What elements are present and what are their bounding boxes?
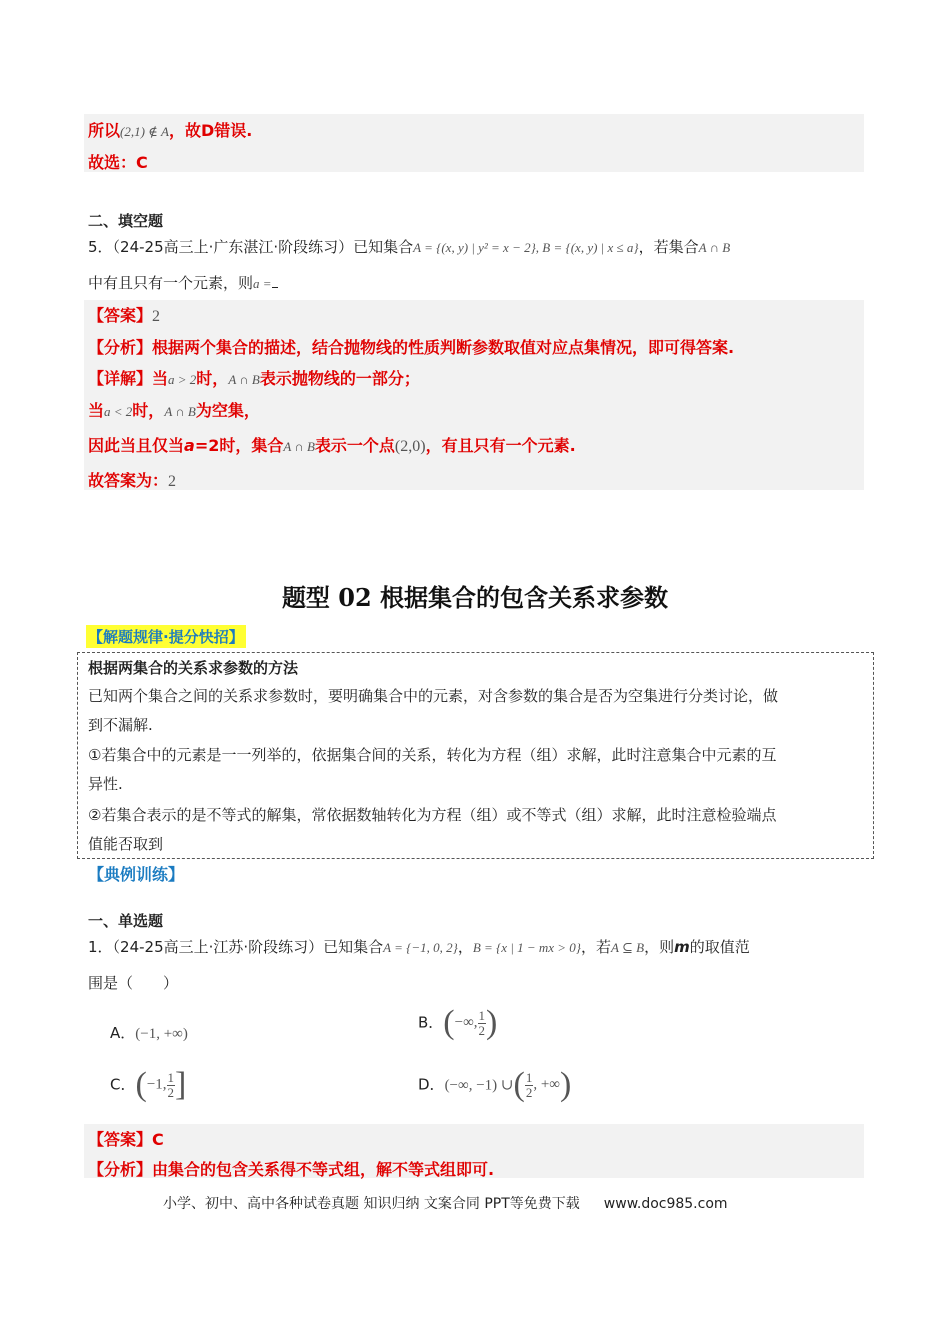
method-box-heading: 根据两集合的关系求参数的方法 [88,659,299,677]
section-heading-fill: 二、填空题 [88,212,164,230]
section-heading-single: 一、单选题 [88,912,164,930]
answer-box-q5 [84,300,864,490]
option-d[interactable]: D．(−∞, −1) ∪( $\frac{1}{2}$ , +∞) [418,1066,572,1103]
math-expr: (2,0) [394,438,426,455]
method-p3b: 值能否取到 [88,835,164,853]
method-p1a: 已知两个集合之间的关系求参数时，要明确集合中的元素，对含参数的集合是否为空集进行分类讨论，做 [88,687,779,705]
question-1-line-2: 围是（ ） [88,974,179,992]
math-expr: A = {−1, 0, 2} [383,940,458,955]
final-answer-line: 故答案为：2 [88,471,177,490]
q1-analysis: 【分析】由集合的包含关系得不等式组，解不等式组即可. [88,1160,495,1179]
option-b[interactable]: B．(−∞, $\frac{1}{2}$ ) [418,1004,498,1041]
math-expr: a > 2 [168,372,197,387]
method-p2b: 异性. [88,775,123,793]
analysis-line: 【分析】根据两个集合的描述，结合抛物线的性质判断参数取值对应点集情况，即可得答案. [88,338,735,357]
top-line-1: 所以(2,1) ∉ A，故D错误. [88,121,253,140]
method-p3a: ②若集合表示的是不等式的解集，常依据数轴转化为方程（组）或不等式（组）求解，此时注意检验端点 [88,806,777,824]
example-tag: 【典例训练】 [88,865,185,884]
question-5-line-2: 中有且只有一个元素，则a = [88,272,278,293]
math-expr: a = [253,276,272,291]
q1-answer: 【答案】C [88,1130,164,1149]
method-p2a: ①若集合中的元素是一一列举的，依据集合间的关系，转化为方程（组）求解，此时注意集合中元素的互 [88,746,777,764]
math-expr: a < 2 [104,404,133,419]
math-expr: (2,1) ∉ A [120,124,169,139]
math-expr: A ⊆ B [611,940,645,955]
math-expr: A ∩ B [228,372,260,387]
question-5-line-1: 5．（24-25高三上·广东湛江·阶段练习）已知集合A = {(x, y) | y² = x − 2}, B = {(x, y) | x ≤ a}，若集合A ∩ B [88,238,731,256]
option-a[interactable]: A．(−1, +∞) [110,1024,188,1042]
math-expr: A = {(x, y) | y² = x − 2}, B = {(x, y) | x ≤ a} [413,240,639,255]
top-line-2: 故选：C [88,153,148,172]
detail-line-1: 【详解】当a > 2时，A ∩ B表示抛物线的一部分； [88,369,420,388]
option-c[interactable]: C．(−1, $\frac{1}{2}$ ] [110,1066,187,1103]
answer-line: 【答案】2 [88,306,161,325]
math-expr: A ∩ B [698,240,731,255]
detail-line-3: 因此当且仅当a=2时，集合A ∩ B表示一个点(2,0)，有且只有一个元素. [88,436,576,455]
math-expr: (−1, +∞) [135,1026,188,1042]
detail-line-2: 当a < 2时，A ∩ B为空集， [88,401,260,420]
math-expr: A ∩ B [283,439,315,454]
footer-link[interactable]: www.doc985.com [603,1196,728,1212]
footer [163,1193,728,1213]
footer-text: 小学、初中、高中各种试卷真题 知识归纳 文案合同 PPT等免费下载 [163,1196,580,1212]
page-section-title: 题型 02 根据集合的包含关系求参数 [281,583,669,612]
math-expr: B = {x | 1 − mx > 0} [472,940,582,955]
question-1-line-1: 1．（24-25高三上·江苏·阶段练习）已知集合A = {−1, 0, 2}，B = {x | 1 − mx > 0}，若A ⊆ B，则m的取值范 [88,938,750,956]
tips-tag: 【解题规律·提分快招】 [86,625,246,648]
math-expr: A ∩ B [164,404,196,419]
method-p1b: 到不漏解. [88,716,153,734]
